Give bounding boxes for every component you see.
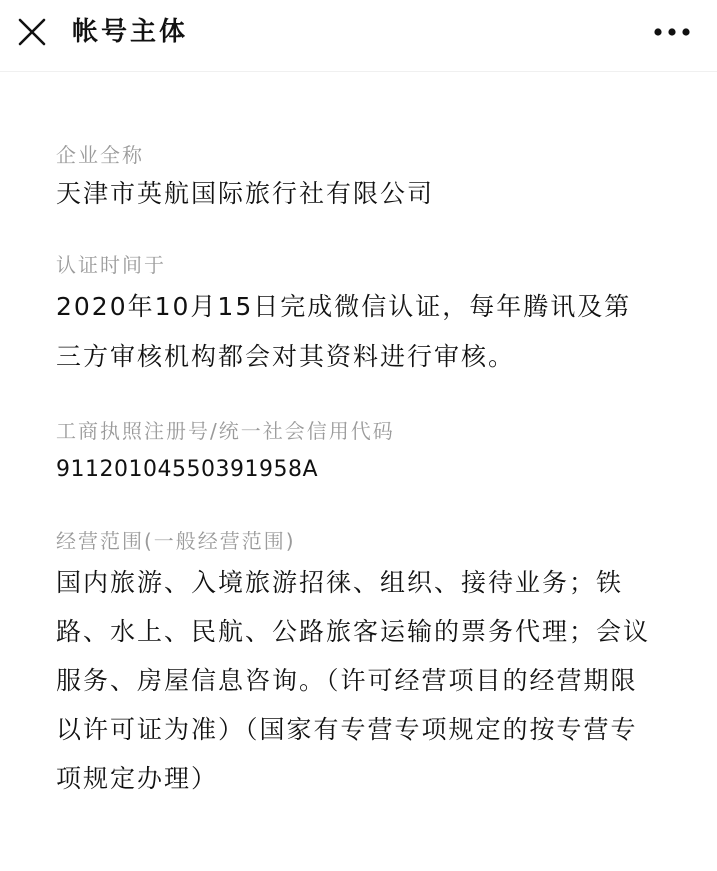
registration-section — [56, 416, 656, 492]
more-button[interactable] — [650, 18, 694, 46]
scope-label: 经营范围(一般经营范围) — [56, 529, 296, 553]
close-icon — [16, 16, 48, 48]
registration-label: 工商执照注册号/统一社会信用代码 — [56, 419, 395, 443]
account-info — [56, 140, 656, 803]
scope-section — [56, 526, 656, 803]
company-section — [56, 140, 656, 216]
certification-label: 认证时间于 — [56, 253, 166, 277]
page-title: 帐号主体 — [72, 17, 189, 47]
company-name: 天津市英航国际旅行社有限公司 — [56, 179, 435, 208]
close-button[interactable] — [16, 16, 48, 48]
certification-section — [56, 250, 656, 382]
top-bar — [0, 0, 717, 72]
registration-number: 91120104550391958A — [56, 457, 318, 482]
certification-text: 2020年10月15日完成微信认证，每年腾讯及第三方审核机构都会对其资料进行审核。 — [56, 292, 632, 371]
scope-text: 国内旅游、入境旅游招徕、组织、接待业务；铁路、水上、民航、公路旅客运输的票务代理；会议服务、房屋信息咨询。（许可经营项目的经营期限以许可证为准）（国家有专营专项规定的按专营专项规定办理） — [56, 568, 651, 793]
company-label: 企业全称 — [56, 143, 144, 167]
more-icon — [650, 18, 694, 46]
